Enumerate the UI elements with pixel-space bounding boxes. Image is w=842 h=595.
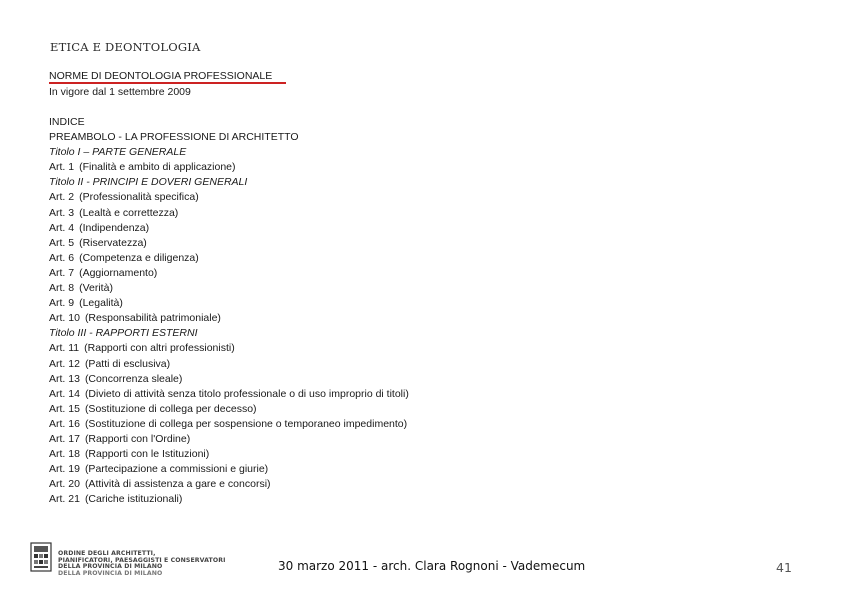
article-number: Art. 1 <box>49 161 75 174</box>
toc-article <box>49 251 409 266</box>
toc-section-title: Titolo III - RAPPORTI ESTERNI <box>49 327 198 340</box>
document-subheading: In vigore dal 1 settembre 2009 <box>49 86 191 98</box>
toc-article <box>49 462 409 477</box>
article-number: Art. 15 <box>49 402 80 415</box>
article-number: Art. 14 <box>49 387 80 400</box>
toc-article <box>49 236 409 251</box>
article-number: Art. 16 <box>49 417 80 430</box>
article-title: (Indipendenza) <box>79 221 150 234</box>
article-number: Art. 8 <box>49 282 75 295</box>
article-number: Art. 18 <box>49 448 80 461</box>
article-title: (Aggiornamento) <box>79 266 158 279</box>
document-heading <box>49 70 272 83</box>
article-title: (Partecipazione a commissioni e giurie) <box>84 463 269 476</box>
toc-article <box>49 281 409 296</box>
toc-article <box>49 372 409 387</box>
article-title: (Rapporti con l'Ordine) <box>84 432 191 445</box>
toc-section-title: Titolo I – PARTE GENERALE <box>49 146 187 159</box>
toc-article <box>49 190 409 205</box>
article-title: (Concorrenza sleale) <box>84 372 183 385</box>
toc-article <box>49 160 409 175</box>
article-title: (Competenza e diligenza) <box>79 251 199 264</box>
logo-line: PIANIFICATORI, PAESAGGISTI E CONSERVATORI <box>58 556 226 564</box>
article-title: (Riservatezza) <box>79 236 147 249</box>
document-heading-text: NORME DI DEONTOLOGIA PROFESSIONALE <box>49 70 273 82</box>
page-number: 41 <box>776 560 792 575</box>
article-title: (Responsabilità patrimoniale) <box>84 312 221 325</box>
logo-text <box>58 551 225 577</box>
article-number: Art. 17 <box>49 432 80 445</box>
article-title: (Sostituzione di collega per decesso) <box>84 402 257 415</box>
toc-article <box>49 432 409 447</box>
toc-article <box>49 492 409 507</box>
heading-underline <box>49 82 286 84</box>
logo-line: DELLA PROVINCIA DI MILANO <box>58 563 163 571</box>
toc-article <box>49 357 409 372</box>
article-number: Art. 6 <box>49 251 75 264</box>
article-title: (Verità) <box>79 282 113 295</box>
toc-article <box>49 221 409 236</box>
article-number: Art. 4 <box>49 221 75 234</box>
article-title: (Lealtà e correttezza) <box>79 206 179 219</box>
toc-article <box>49 206 409 221</box>
toc-heading: PREAMBOLO - LA PROFESSIONE DI ARCHITETTO <box>49 131 299 144</box>
article-number: Art. 2 <box>49 191 75 204</box>
toc-article <box>49 402 409 417</box>
article-title: (Rapporti con le Istituzioni) <box>84 448 210 461</box>
order-logo-icon <box>30 542 52 572</box>
header-title: ETICA E DEONTOLOGIA <box>50 40 201 54</box>
toc-section-title: Titolo II - PRINCIPI E DOVERI GENERALI <box>49 176 248 189</box>
article-title: (Legalità) <box>79 297 123 310</box>
table-of-contents <box>49 115 409 507</box>
logo-line: DELLA PROVINCIA DI MILANO <box>58 569 163 577</box>
toc-article <box>49 417 409 432</box>
toc-article <box>49 296 409 311</box>
article-title: (Sostituzione di collega per sospensione o temporaneo impedimento) <box>84 417 408 430</box>
article-title: (Divieto di attività senza titolo professionale o di uso improprio di titoli) <box>84 387 409 400</box>
toc-article <box>49 341 409 356</box>
article-number: Art. 5 <box>49 236 75 249</box>
article-title: (Cariche istituzionali) <box>84 493 183 506</box>
article-number: Art. 19 <box>49 463 80 476</box>
footer-caption: 30 marzo 2011 - arch. Clara Rognoni - Vademecum <box>278 559 586 573</box>
article-title: (Attività di assistenza a gare e concorsi) <box>84 478 271 491</box>
article-number: Art. 20 <box>49 478 80 491</box>
article-number: Art. 21 <box>49 493 80 506</box>
article-number: Art. 7 <box>49 266 75 279</box>
article-title: (Rapporti con altri professionisti) <box>84 342 235 355</box>
article-title: (Finalità e ambito di applicazione) <box>79 161 236 174</box>
article-number: Art. 12 <box>49 357 80 370</box>
article-number: Art. 13 <box>49 372 80 385</box>
article-title: (Patti di esclusiva) <box>84 357 171 370</box>
footer-logo <box>30 542 240 586</box>
toc-heading: INDICE <box>49 116 85 128</box>
article-number: Art. 3 <box>49 206 75 219</box>
toc-article <box>49 447 409 462</box>
article-number: Art. 9 <box>49 297 75 310</box>
article-title: (Professionalità specifica) <box>79 191 199 204</box>
toc-article <box>49 311 409 326</box>
toc-article <box>49 477 409 492</box>
article-number: Art. 11 <box>49 342 80 355</box>
article-number: Art. 10 <box>49 312 80 325</box>
toc-article <box>49 387 409 402</box>
toc-article <box>49 266 409 281</box>
logo-line: ORDINE DEGLI ARCHITETTI, <box>58 550 156 557</box>
